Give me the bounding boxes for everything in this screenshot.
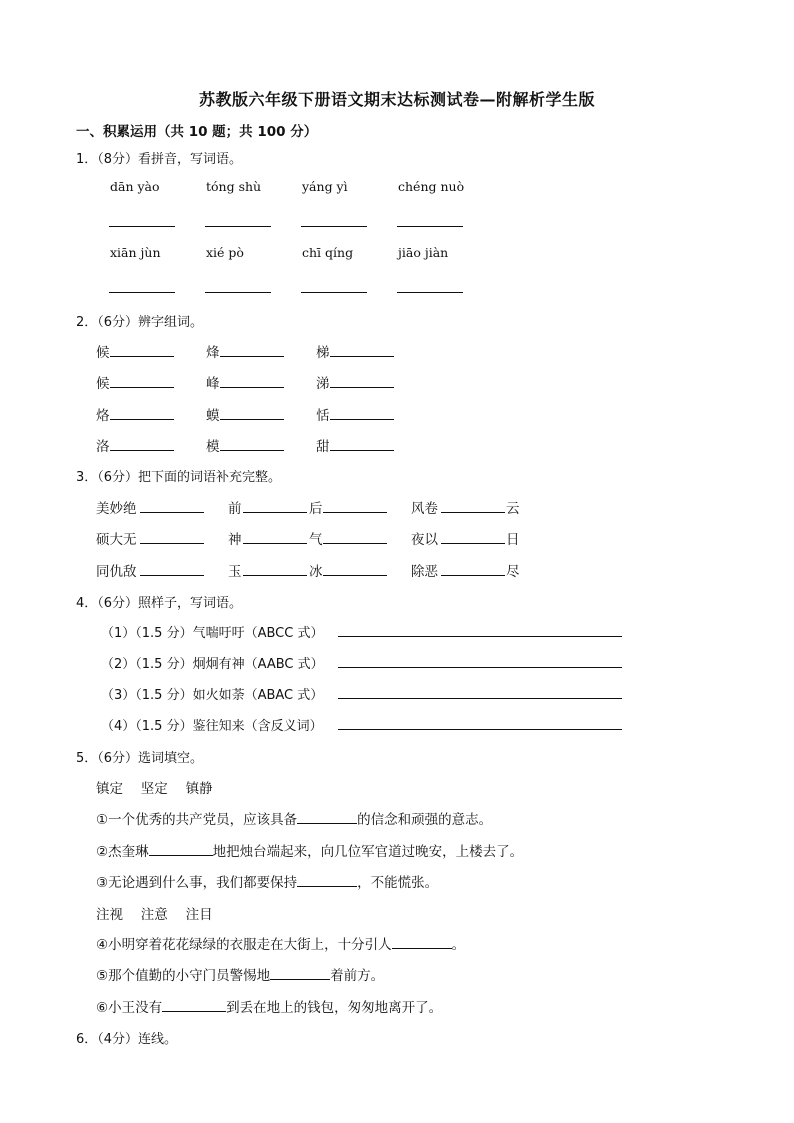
answer-blank[interactable] xyxy=(330,450,394,451)
answer-blank[interactable] xyxy=(162,997,226,1012)
answer-blank[interactable] xyxy=(441,512,505,513)
sentence-text: ①一个优秀的共产党员，应该具备 xyxy=(96,812,298,828)
idiom-part: 美妙绝 xyxy=(96,501,137,517)
answer-blank[interactable] xyxy=(330,356,394,357)
page-title: 苏教版六年级下册语文期末达标测试卷—附解析学生版 xyxy=(198,90,595,109)
answer-blank[interactable] xyxy=(397,226,463,227)
answer-blank[interactable] xyxy=(323,575,387,576)
answer-blank[interactable] xyxy=(338,636,622,637)
idiom-part: 日 xyxy=(506,532,520,548)
idiom-part: 尽 xyxy=(506,564,520,580)
sentence-2 xyxy=(96,840,523,860)
pinyin: jiāo jiàn xyxy=(398,245,449,260)
idiom-part: 风卷 xyxy=(411,501,438,517)
idiom-part: 气 xyxy=(309,532,323,548)
subquestion: （1）（1.5 分）气喘吁吁（ABCC 式） xyxy=(101,626,324,641)
sentence-1 xyxy=(96,808,492,828)
idiom-part: 夜以 xyxy=(411,532,438,548)
answer-blank[interactable] xyxy=(220,356,284,357)
sentence-text: ③无论遇到什么事，我们都要保持 xyxy=(96,875,298,891)
question-6-label: 6．（4分）连线。 xyxy=(76,1032,178,1047)
sentence-text: ⑤那个值勤的小守门员警惕地 xyxy=(96,968,271,984)
question-4-label: 4．（6分）照样子，写词语。 xyxy=(76,596,243,611)
pinyin: xié pò xyxy=(206,245,244,260)
sentence-text: ④小明穿着花花绿绿的衣服走在大街上，十分引人 xyxy=(96,937,392,953)
idiom-part: 除恶 xyxy=(411,564,438,580)
char-item: 洛 xyxy=(96,439,110,455)
char-item: 蟆 xyxy=(206,408,220,424)
answer-blank[interactable] xyxy=(297,872,357,887)
char-item: 峰 xyxy=(206,376,220,392)
pinyin: yáng yì xyxy=(302,179,348,194)
answer-blank[interactable] xyxy=(270,965,330,980)
question-3-label: 3．（6分）把下面的词语补充完整。 xyxy=(76,470,282,485)
sentence-5 xyxy=(96,964,384,984)
char-item: 候 xyxy=(96,376,110,392)
char-item: 烽 xyxy=(206,345,220,361)
idiom-part: 玉 xyxy=(228,564,242,580)
pinyin: dān yào xyxy=(110,179,160,194)
pinyin: tóng shù xyxy=(206,179,262,194)
subquestion: （2）（1.5 分）炯炯有神（AABC 式） xyxy=(101,657,324,672)
answer-blank[interactable] xyxy=(110,419,174,420)
question-1-label: 1．（8分）看拼音，写词语。 xyxy=(76,152,243,167)
answer-blank[interactable] xyxy=(220,387,284,388)
answer-blank[interactable] xyxy=(392,934,452,949)
section-heading: 一、积累运用（共 10 题；共 100 分） xyxy=(76,124,318,140)
sentence-text: 。 xyxy=(451,937,466,953)
pinyin: chī qíng xyxy=(302,245,354,260)
idiom-part: 后 xyxy=(309,501,323,517)
sentence-4 xyxy=(96,933,465,953)
subquestion: （4）（1.5 分）鉴往知来（含反义词） xyxy=(101,719,323,734)
word-choices: 注视 注意 注目 xyxy=(96,907,213,923)
answer-blank[interactable] xyxy=(110,450,174,451)
answer-blank[interactable] xyxy=(220,419,284,420)
answer-blank[interactable] xyxy=(338,667,622,668)
question-2-label: 2．（6分）辨字组词。 xyxy=(76,315,204,330)
answer-blank[interactable] xyxy=(220,450,284,451)
sentence-text: 地把烛台端起来，向几位军官道过晚安，上楼去了。 xyxy=(212,844,524,860)
idiom-part: 冰 xyxy=(309,564,323,580)
char-item: 候 xyxy=(96,345,110,361)
answer-blank[interactable] xyxy=(323,543,387,544)
answer-blank[interactable] xyxy=(243,575,307,576)
sentence-text: ②杰奎琳 xyxy=(96,844,149,860)
idiom-part: 前 xyxy=(228,501,242,517)
answer-blank[interactable] xyxy=(338,698,622,699)
idiom-part: 硕大无 xyxy=(96,532,137,548)
pinyin: xiān jùn xyxy=(110,245,161,260)
answer-blank[interactable] xyxy=(110,387,174,388)
sentence-text: 到丢在地上的钱包，匆匆地离开了。 xyxy=(226,1000,443,1016)
answer-blank[interactable] xyxy=(301,292,367,293)
answer-blank[interactable] xyxy=(243,543,307,544)
answer-blank[interactable] xyxy=(441,543,505,544)
answer-blank[interactable] xyxy=(397,292,463,293)
char-item: 涕 xyxy=(316,376,330,392)
idiom-part: 神 xyxy=(228,532,242,548)
answer-blank[interactable] xyxy=(330,419,394,420)
sentence-text: ，不能慌张。 xyxy=(357,875,439,891)
subquestion: （3）（1.5 分）如火如荼（ABAC 式） xyxy=(101,688,324,703)
pinyin: chéng nuò xyxy=(398,179,465,194)
sentence-text: ⑥小王没有 xyxy=(96,1000,163,1016)
answer-blank[interactable] xyxy=(149,841,213,856)
answer-blank[interactable] xyxy=(110,356,174,357)
answer-blank[interactable] xyxy=(205,292,271,293)
char-item: 甜 xyxy=(316,439,330,455)
answer-blank[interactable] xyxy=(297,809,357,824)
answer-blank[interactable] xyxy=(330,387,394,388)
char-item: 模 xyxy=(206,439,220,455)
answer-blank[interactable] xyxy=(140,575,204,576)
char-item: 恬 xyxy=(316,408,330,424)
answer-blank[interactable] xyxy=(140,543,204,544)
answer-blank[interactable] xyxy=(205,226,271,227)
answer-blank[interactable] xyxy=(323,512,387,513)
answer-blank[interactable] xyxy=(109,292,175,293)
char-item: 梯 xyxy=(316,345,330,361)
idiom-part: 云 xyxy=(506,501,520,517)
sentence-text: 着前方。 xyxy=(330,968,385,984)
sentence-6 xyxy=(96,996,442,1016)
answer-blank[interactable] xyxy=(338,729,622,730)
question-5-label: 5．（6分）选词填空。 xyxy=(76,751,204,766)
sentence-text: 的信念和顽强的意志。 xyxy=(357,812,493,828)
answer-blank[interactable] xyxy=(301,226,367,227)
idiom-part: 同仇敌 xyxy=(96,564,137,580)
answer-blank[interactable] xyxy=(243,512,307,513)
char-item: 烙 xyxy=(96,408,110,424)
word-choices: 镇定 坚定 镇静 xyxy=(96,781,213,797)
answer-blank[interactable] xyxy=(140,512,204,513)
answer-blank[interactable] xyxy=(109,226,175,227)
sentence-3 xyxy=(96,871,438,891)
answer-blank[interactable] xyxy=(441,575,505,576)
